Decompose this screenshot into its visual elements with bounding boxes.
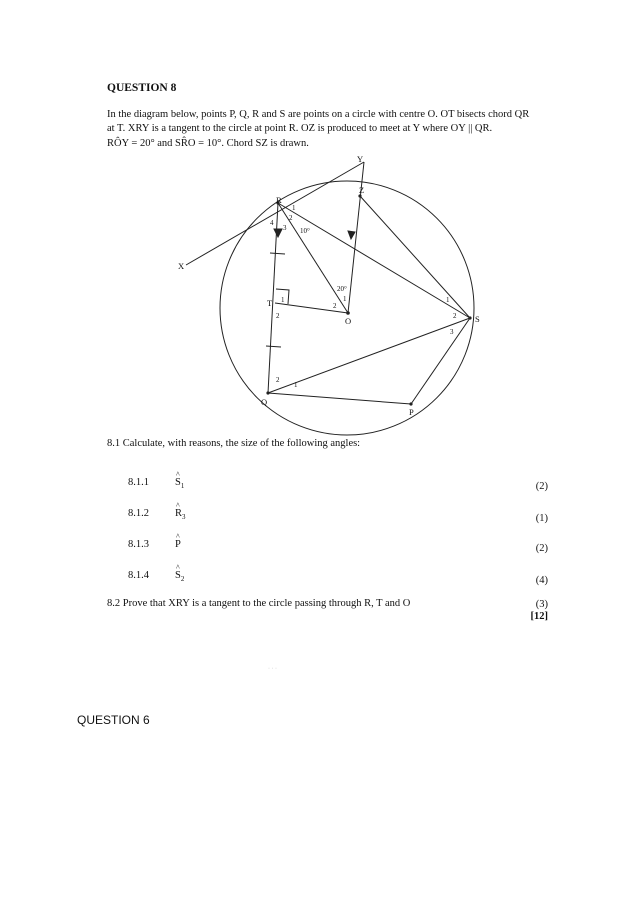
label-z: Z (359, 185, 365, 195)
tangent-line-xry (186, 162, 364, 265)
chord-rs (278, 203, 470, 318)
angle-q1: 1 (294, 381, 298, 389)
tick-mark (266, 346, 281, 347)
marks-8-1-1: (2) (535, 481, 548, 492)
label-p: P (409, 407, 414, 417)
angle-subscript: 1 (180, 482, 185, 490)
angle-subscript: 3 (182, 513, 186, 521)
angle-s3: 3 (450, 328, 454, 336)
segment-ot (275, 303, 348, 313)
parallel-arrow (348, 231, 355, 239)
subquestion-8-1-2 (128, 508, 248, 524)
parallel-arrow (274, 229, 282, 237)
total-marks: [12] (530, 611, 548, 622)
angle-letter: ^ S (175, 570, 181, 581)
subquestion-8-1-1 (128, 477, 248, 493)
label-y: Y (357, 154, 364, 164)
chord-ps (411, 318, 470, 404)
angle-subscript: 2 (180, 575, 185, 583)
question-8-2: 8.2 Prove that XRY is a tangent to the circle passing through R, T and O (107, 598, 411, 609)
angle-q2: 2 (276, 376, 280, 384)
label-q: Q (261, 397, 268, 407)
angle-r4: 4 (270, 219, 274, 227)
label-x: X (178, 261, 185, 271)
intro-line-3: RÔY = 20° and SR̂O = 10°. Chord SZ is drawn. (107, 138, 309, 149)
circle (220, 181, 474, 435)
angle-t2: 2 (276, 312, 280, 320)
angle-letter: ^ S (175, 477, 181, 488)
angle-r3: 3 (283, 224, 287, 232)
scan-smudge: · · · (268, 666, 277, 672)
question-title: QUESTION 8 (107, 82, 177, 94)
label-o: O (345, 316, 352, 326)
marks-8-1-3: (2) (535, 543, 548, 554)
intro-line-2: at T. XRY is a tangent to the circle at point R. OZ is produced to meet at Y where OY || QR. (107, 123, 493, 134)
chord-qs (268, 318, 470, 393)
marks-8-2: (3) (535, 599, 548, 610)
subquestion-number: 8.1.3 (128, 539, 149, 550)
angle-r1: 1 (292, 204, 296, 212)
label-t: T (267, 298, 273, 308)
angle-s2: 2 (453, 312, 457, 320)
tick-mark (270, 253, 285, 254)
angle-s1: 1 (446, 296, 450, 304)
subquestion-8-1-3 (128, 539, 248, 555)
chord-zs (360, 196, 470, 318)
marks-8-1-4: (4) (535, 575, 548, 586)
angle-letter: ^ R (175, 508, 182, 519)
chord-qp (268, 393, 411, 404)
question-8-1: 8.1 Calculate, with reasons, the size of the following angles: (107, 438, 361, 449)
label-s: S (475, 314, 480, 324)
subquestion-number: 8.1.1 (128, 477, 149, 488)
footer-question-heading: QUESTION 6 (77, 713, 150, 727)
angle-letter: ^ P (175, 539, 181, 550)
subquestion-number: 8.1.2 (128, 508, 149, 519)
angle-r2: 2 (289, 214, 293, 222)
label-r: R (276, 195, 282, 205)
subquestion-number: 8.1.4 (128, 570, 149, 581)
marks-8-1-2: (1) (535, 513, 548, 524)
angle-o1: 1 (343, 295, 347, 303)
angle-value-20: 20° (337, 285, 347, 293)
subquestion-8-1-4 (128, 570, 248, 586)
angle-o2: 2 (333, 302, 337, 310)
angle-value-10: 10° (300, 227, 310, 235)
intro-line-1: In the diagram below, points P, Q, R and S are points on a circle with centre O. OT bisects chord QR (107, 109, 530, 120)
angle-t1: 1 (281, 296, 285, 304)
